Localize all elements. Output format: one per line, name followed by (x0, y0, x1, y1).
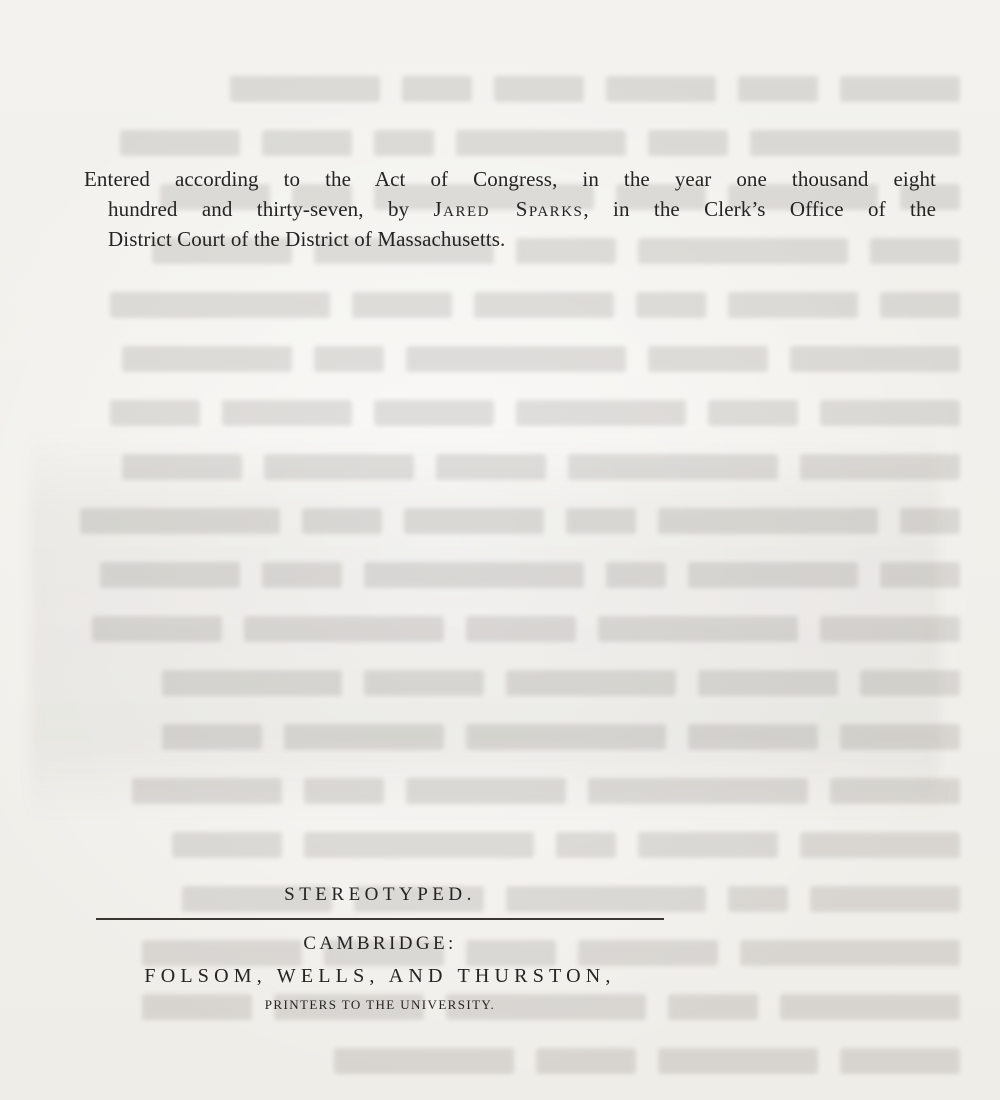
stereotyped-label: STEREOTYPED. (284, 884, 476, 905)
imprint-city: CAMBRIDGE: (303, 932, 457, 954)
copyright-line-2-start: hundred and thirty-seven, by (108, 197, 434, 221)
copyright-line-2-end: , in the Clerk’s Office of the (583, 197, 936, 221)
page-shadow-band (30, 430, 940, 820)
copyright-notice (84, 164, 936, 254)
imprint-university: PRINTERS TO THE UNIVERSITY. (264, 996, 496, 1012)
copyright-line-2 (84, 194, 936, 224)
copyright-line-3: District Court of the District of Massachusetts. (108, 227, 506, 251)
imprint-divider (96, 918, 664, 920)
printer-imprint (90, 880, 670, 1017)
author-name: Jared Sparks (433, 197, 584, 221)
copyright-line-1: Entered according to the Act of Congress, in the year one thousand eight (84, 167, 936, 191)
imprint-printers: FOLSOM, WELLS, AND THURSTON, (144, 964, 616, 987)
